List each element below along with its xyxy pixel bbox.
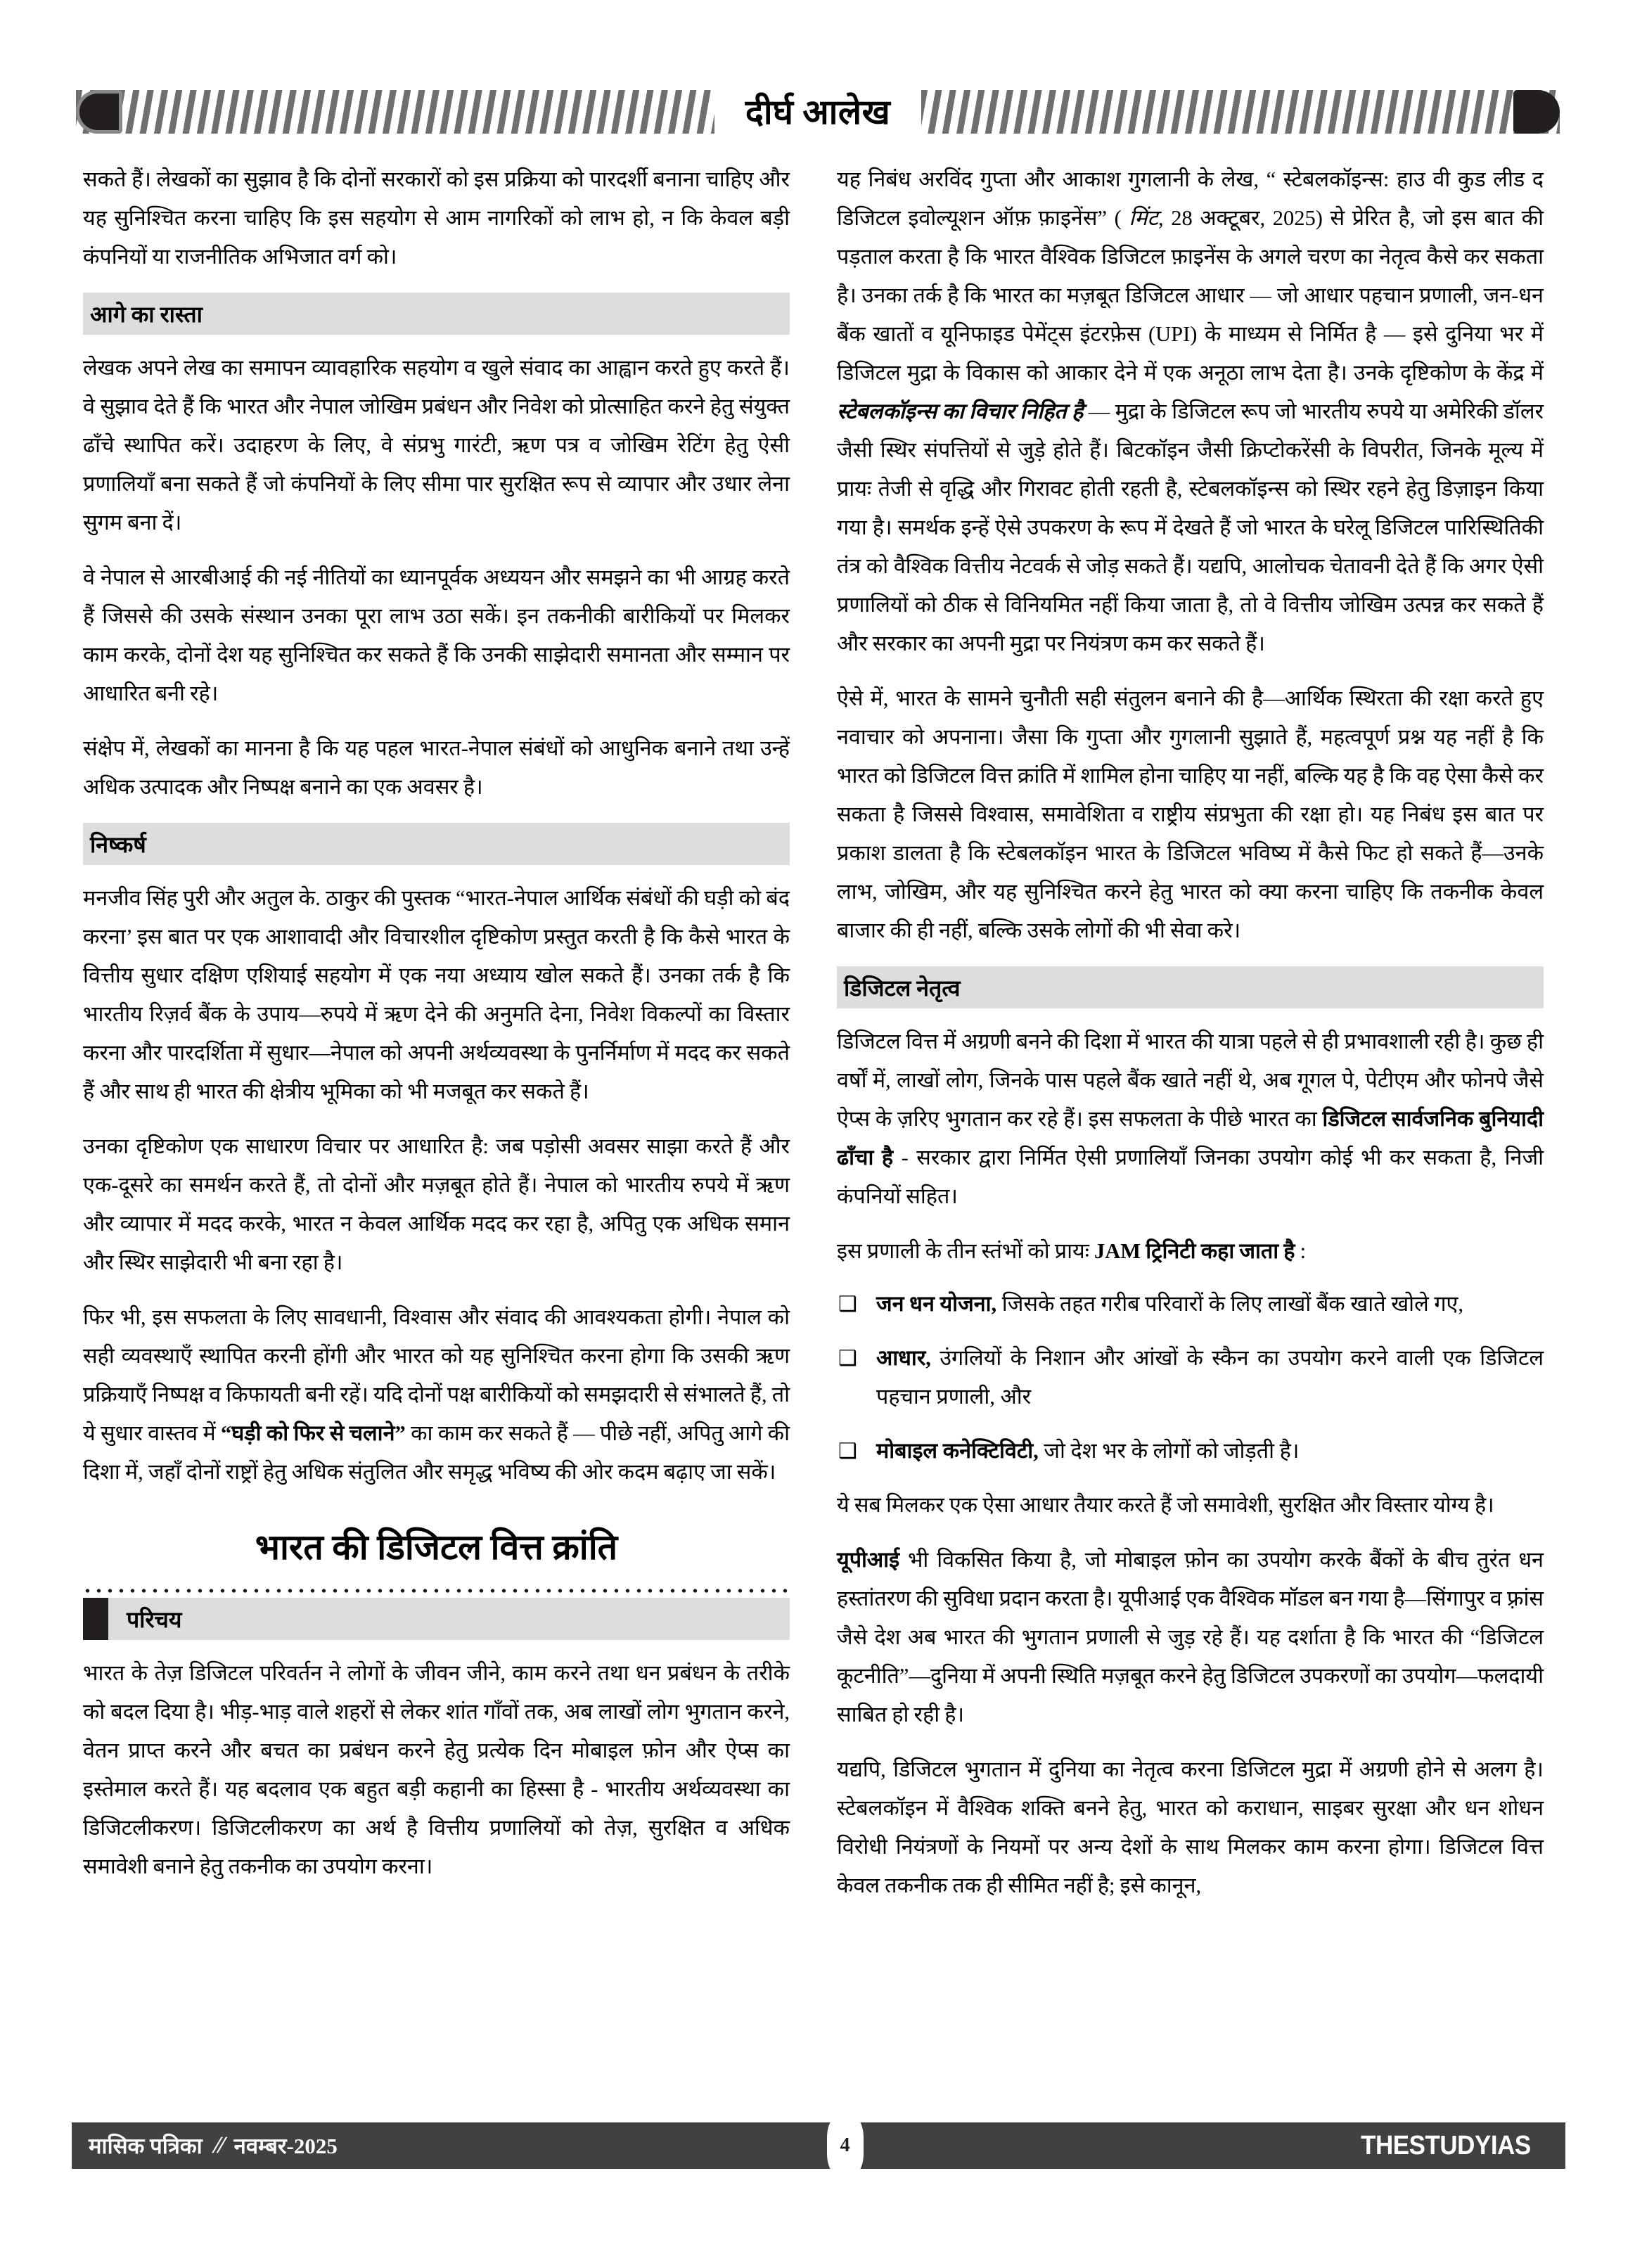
section-heading-introduction [83, 1598, 790, 1640]
stripe-pattern-left [76, 90, 714, 134]
list-item [837, 1432, 1544, 1471]
paragraph-with-emphasis [837, 1541, 1544, 1734]
page-masthead [76, 84, 1560, 139]
section-heading-label: आगे का रास्ता [90, 302, 203, 327]
list-item-term: आधार, [876, 1346, 931, 1370]
emphasised-phrase: डिजिटल सार्वजनिक बुनियादी ढाँचा है [837, 1107, 1544, 1170]
paragraph: वे नेपाल से आरबीआई की नई नीतियों का ध्यानपूर्वक अध्ययन और समझने का भी आग्रह करते हैं जिससे की उसके संस्थान उनका पूरा लाभ उठा सकें। इन तकनीकी बारीकियों पर मिलकर काम करके, दोनों देश यह सुनिश्चित कर सकते हैं कि उनकी साझेदारी समानता और सम्मान पर आधारित बनी रहे। [83, 565, 790, 705]
masthead-stripe-right [921, 90, 1560, 134]
paragraph-part: फिर भी, इस सफलता के लिए सावधानी, विश्वास और संवाद की आवश्यकता होगी। नेपाल को सही व्यवस्थाएँ स्थापित करनी होंगी और भारत को यह सुनिश्चित करना होगा कि उसकी ऋण प्रक्रियाएँ निष्पक्ष व किफायती बनी रहें। यदि दोनों पक्ष बारीकियों को समझदारी से संभालते हैं, तो ये सुधार वास्तव में [83, 1305, 790, 1445]
paragraph-part: यह निबंध अरविंद गुप्ता और आकाश गुगलानी के लेख, “ स्टेबलकॉइन्स: हाउ वी कुड लीड द डिजिटल इवोल्यूशन ऑफ़ फ़ाइनेंस” ( [837, 167, 1544, 230]
footer-magazine-name: मासिक पत्रिका [89, 2133, 203, 2158]
list-item-text: जो देश भर के लोगों को जोड़ती है। [1038, 1439, 1300, 1463]
paragraph-part: का काम कर सकते हैं — पीछे नहीं, अपितु आगे की दिशा में, जहाँ दोनों राष्ट्रों हेतु अधिक संतुलित और समृद्ध भविष्य की ओर कदम बढ़ाए जा सकें। [83, 1421, 790, 1484]
paragraph-with-emphasis [837, 160, 1544, 663]
list-item-term: मोबाइल कनेक्टिविटी, [876, 1439, 1039, 1463]
paragraph-part: : [1295, 1239, 1307, 1263]
paragraph-part: - सरकार द्वारा निर्मित ऐसी प्रणालियाँ जिनका उपयोग कोई भी कर सकता है, निजी कंपनियों सहित। [837, 1146, 1544, 1208]
paragraph: यद्यपि, डिजिटल भुगतान में दुनिया का नेतृत्व करना डिजिटल मुद्रा में अग्रणी होने से अलग है। स्टेबलकॉइन में वैश्विक शक्ति बनने हेतु, भारत को कराधान, साइबर सुरक्षा और धन शोधन विरोधी नियंत्रणों के नियमों पर अन्य देशों के साथ मिलकर काम करना होगा। डिजिटल वित्त केवल तकनीक तक ही सीमित नहीं है; इसे कानून, [837, 1757, 1544, 1897]
footer-issue-date: नवम्बर-2025 [233, 2133, 338, 2158]
list-item [837, 1285, 1544, 1324]
list-item [837, 1339, 1544, 1416]
paragraph-part: , 28 अक्टूबर, 2025) से प्रेरित है, जो इस बात की पड़ताल करता है कि भारत वैश्विक डिजिटल फ़ाइनेंस के अगले चरण का नेतृत्व कैसे कर सकता है। उनका तर्क है कि भारत का मज़बूत डिजिटल आधार — जो आधार पहचान प्रणाली, जन-धन बैंक खातों व यूनिफाइड पेमेंट्स इंटरफ़ेस (UPI) के माध्यम से निर्मित है — इसे दुनिया भर में डिजिटल मुद्रा के विकास को आकार देने में एक अनूठा लाभ देता है। उनके दृष्टिकोण के केंद्र में [837, 206, 1544, 385]
paragraph-part: भी विकसित किया है, जो मोबाइल फ़ोन का उपयोग करके बैंकों के बीच तुरंत धन हस्तांतरण की सुविधा प्रदान करता है। यूपीआई एक वैश्विक मॉडल बन गया है—सिंगापुर व फ़्रांस जैसे देश अब भारत की भुगतान प्रणाली से जुड़ रहे हैं। यह दर्शाता है कि भारत की “डिजिटल कूटनीति”—दुनिया में अपनी स्थिति मज़बूत करने हेतु डिजिटल उपकरणों का उपयोग—फलदायी साबित हो रही है। [837, 1548, 1544, 1726]
paragraph-part: डिजिटल वित्त में अग्रणी बनने की दिशा में भारत की यात्रा पहले से ही प्रभावशाली रही है। कुछ ही वर्षों में, लाखों लोग, जिनके पास पहले बैंक खाते नहीं थे, अब गूगल पे, पेटीएम और फोनपे जैसे ऐप्स के ज़रिए भुगतान कर रहे हैं। इस सफलता के पीछे भारत का [837, 1030, 1544, 1131]
upi-term: यूपीआई [837, 1548, 900, 1572]
paragraph-with-quote [83, 1298, 790, 1492]
square-bullet-icon: ❑ [838, 1439, 857, 1463]
square-bullet-icon: ❑ [838, 1346, 857, 1371]
section-heading-digital-leadership [837, 966, 1544, 1008]
page-footer [72, 2122, 1565, 2169]
paragraph-part: इस प्रणाली के तीन स्तंभों को प्रायः [837, 1239, 1095, 1263]
masthead-stripe-left [76, 90, 714, 134]
paragraph: उनका दृष्टिकोण एक साधारण विचार पर आधारित है: जब पड़ोसी अवसर साझा करते हैं और एक-दूसरे का समर्थन करते हैं, तो दोनों और मज़बूत होते हैं। नेपाल को भारतीय रुपये में ऋण और व्यापार में मदद करके, भारत न केवल आर्थिक मदद कर रहा है, अपितु एक अधिक समान और स्थिर साझेदारी भी बना रहा है। [83, 1134, 790, 1274]
footer-left-group [72, 2134, 338, 2158]
source-name: मिंट [1129, 206, 1158, 230]
list-item-term: जन धन योजना, [876, 1292, 997, 1316]
heading-accent-bar [83, 1598, 108, 1640]
square-bullet-icon: ❑ [838, 1292, 857, 1316]
left-column [83, 160, 790, 1902]
paragraph: मनजीव सिंह पुरी और अतुल के. ठाकुर की पुस्तक “भारत-नेपाल आर्थिक संबंधों की घड़ी को बंद करना’ इस बात पर एक आशावादी और विचारशील दृष्टिकोण प्रस्तुत करती है कि कैसे भारत के वित्तीय सुधार दक्षिण एशियाई सहयोग में एक नया अध्याय खोल सकते हैं। उनका तर्क है कि भारतीय रिज़र्व बैंक के उपाय—रुपये में ऋण देने की अनुमति देना, निवेश विकल्पों का विस्तार करना और पारदर्शिता में सुधार—नेपाल को अपनी अर्थव्यवस्था के पुनर्निर्माण में मदद कर सकते हैं और साथ ही भारत की क्षेत्रीय भूमिका को भी मजबूत कर सकते हैं। [83, 886, 790, 1103]
page-number-badge: 4 [827, 2120, 864, 2172]
quoted-phrase: “घड़ी को फिर से चलाने” [221, 1421, 406, 1445]
footer-center-group [338, 2120, 1353, 2172]
section-heading-label: निष्कर्ष [90, 832, 146, 857]
jam-trinity-list [837, 1285, 1544, 1471]
footer-brand: THESTUDYIAS [1361, 2131, 1532, 2160]
paragraph-jam-trinity [837, 1232, 1544, 1271]
section-heading-conclusion [83, 823, 790, 865]
section-heading-label: डिजिटल नेतृत्व [844, 975, 961, 1001]
masthead-cap-right [1513, 90, 1560, 134]
stripe-pattern-right [921, 90, 1560, 134]
dotted-rule [83, 1588, 790, 1594]
list-item-text: जिसके तहत गरीब परिवारों के लिए लाखों बैंक खाते खोले गए, [996, 1292, 1464, 1316]
jam-trinity-term: JAM ट्रिनिटी कहा जाता है [1094, 1239, 1295, 1263]
paragraph: भारत के तेज़ डिजिटल परिवर्तन ने लोगों के जीवन जीने, काम करने तथा धन प्रबंधन के तरीके को बदल दिया है। भीड़-भाड़ वाले शहरों से लेकर शांत गाँवों तक, अब लाखों लोग भुगतान करने, वेतन प्राप्त करने और बचत का प्रबंधन करने हेतु प्रत्येक दिन मोबाइल फ़ोन और ऐप्स का इस्तेमाल करते हैं। यह बदलाव एक बहुत बड़ी कहानी का हिस्सा है - भारतीय अर्थव्यवस्था का डिजिटलीकरण। डिजिटलीकरण का अर्थ है वित्तीय प्रणालियों को तेज़, सुरक्षित व अधिक समावेशी बनाने हेतु तकनीक का उपयोग करना। [83, 1660, 790, 1878]
paragraph: लेखक अपने लेख का समापन व्यावहारिक सहयोग व खुले संवाद का आह्वान करते हुए करते हैं। वे सुझाव देते हैं कि भारत और नेपाल जोखिम प्रबंधन और निवेश को प्रोत्साहित करने हेतु संयुक्त ढाँचे स्थापित करें। उदाहरण के लिए, वे संप्रभु गारंटी, ऋण पत्र व जोखिम रेटिंग हेतु ऐसी प्रणालियाँ बना सकते हैं जो कंपनियों के लिए सीमा पार सुरक्षित रूप से व्यापार और उधार लेना सुगम बना दें। [83, 356, 790, 534]
masthead-cap-left [76, 90, 122, 134]
section-heading-label: परिचय [127, 1606, 182, 1632]
continued-paragraph: सकते हैं। लेखकों का सुझाव है कि दोनों सरकारों को इस प्रक्रिया को पारदर्शी बनाना चाहिए और यह सुनिश्चित करना चाहिए कि इस सहयोग से आम नागरिकों को लाभ हो, न कि केवल बड़ी कंपनियों या राजनीतिक अभिजात वर्ग को। [83, 167, 790, 269]
footer-separator-icon: // [210, 2132, 226, 2158]
right-column [837, 160, 1544, 1921]
emphasised-phrase: स्टेबलकॉइन्स का विचार निहित है [837, 399, 1084, 423]
paragraph-part: — मुद्रा के डिजिटल रूप जो भारतीय रुपये या अमेरिकी डॉलर जैसी स्थिर संपत्तियों से जुड़े होते हैं। बिटकॉइन जैसी क्रिप्टोकरेंसी के विपरीत, जिनके मूल्य में प्रायः तेजी से वृद्धि और गिरावट होती रहती है, स्टेबलकॉइन्स को स्थिर रहने हेतु डिज़ाइन किया गया है। समर्थक इन्हें ऐसे उपकरण के रूप में देखते हैं जो भारत के घरेलू डिजिटल पारिस्थितिकी तंत्र को वैश्विक वित्तीय नेटवर्क से जोड़ सकते हैं। यद्यपि, आलोचक चेतावनी देते हैं कि अगर ऐसी प्रणालियों को ठीक से विनियमित नहीं किया जाता है, तो वे वित्तीय जोखिम उत्पन्न कर सकते हैं और सरकार का अपनी मुद्रा पर नियंत्रण कम कर सकते हैं। [837, 399, 1544, 655]
masthead-title: दीर्घ आलेख [745, 92, 891, 132]
list-item-text: उंगलियों के निशान और आंखों के स्कैन का उपयोग करने वाली एक डिजिटल पहचान प्रणाली, और [876, 1346, 1544, 1409]
paragraph: ये सब मिलकर एक ऐसा आधार तैयार करते हैं जो समावेशी, सुरक्षित और विस्तार योग्य है। [837, 1493, 1494, 1517]
paragraph-with-emphasis [837, 1023, 1544, 1216]
section-heading-way-forward [83, 293, 790, 335]
article-title: भारत की डिजिटल वित्त क्रांति [255, 1527, 618, 1567]
paragraph: ऐसे में, भारत के सामने चुनौती सही संतुलन बनाने की है—आर्थिक स्थिरता की रक्षा करते हुए नवाचार को अपनाना। जैसा कि गुप्ता और गुगलानी सुझाते हैं, महत्वपूर्ण प्रश्न यह नहीं है कि भारत को डिजिटल वित्त क्रांति में शामिल होना चाहिए या नहीं, बल्कि यह है कि वह ऐसा कैसे कर सकता है जिससे विश्वास, समावेशिता व राष्ट्रीय संप्रभुता की रक्षा हो। यह निबंध इस बात पर प्रकाश डालता है कि स्टेबलकॉइन भारत के डिजिटल भविष्य में कैसे फिट हो सकते हैं—उनके लाभ, जोखिम, और यह सुनिश्चित करने हेतु भारत को क्या करना चाहिए कि तकनीक केवल बाजार की ही नहीं, बल्कि उसके लोगों की भी सेवा करे। [837, 686, 1544, 942]
paragraph: संक्षेप में, लेखकों का मानना है कि यह पहल भारत-नेपाल संबंधों को आधुनिक बनाने तथा उन्हें अधिक उत्पादक और निष्पक्ष बनाने का एक अवसर है। [83, 736, 790, 799]
